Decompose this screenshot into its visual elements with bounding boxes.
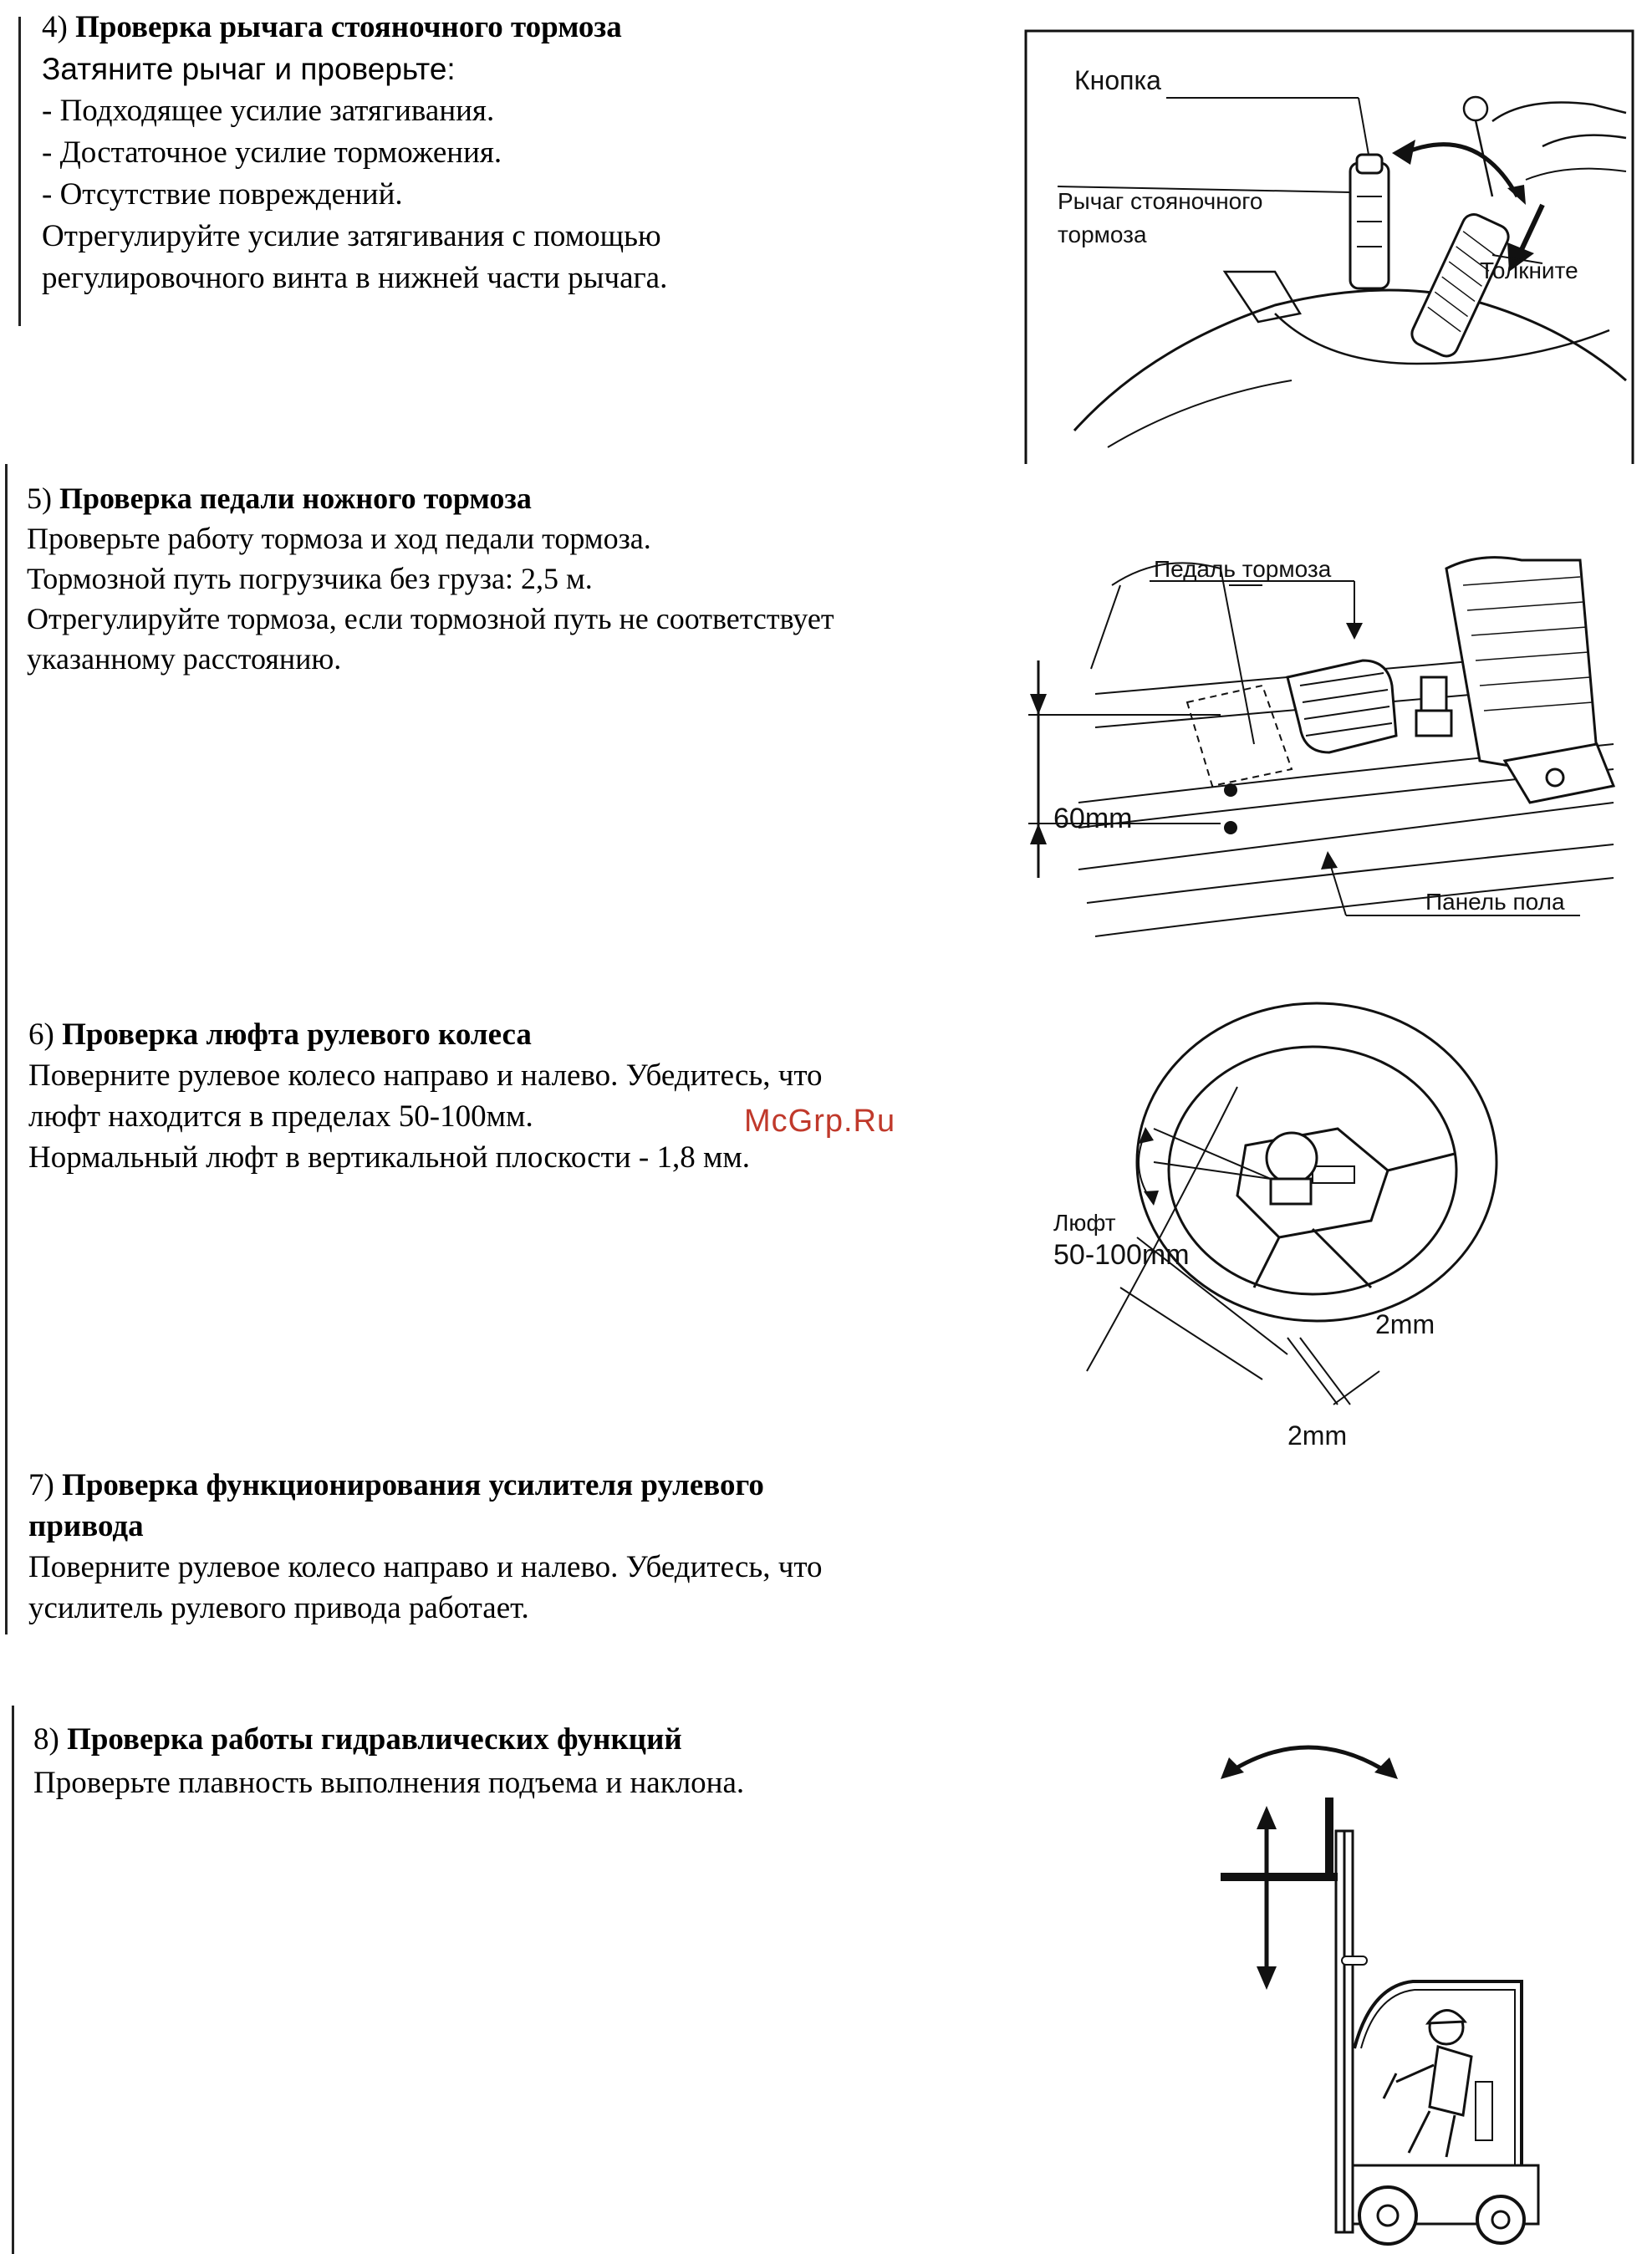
section-5-text <box>27 478 834 679</box>
section-4-line: Затяните рычаг и проверьте: <box>42 52 456 86</box>
section-5-border <box>5 464 8 974</box>
section-6-line: Поверните рулевое колесо направо и налево. Убедитесь, что <box>28 1058 823 1093</box>
section-7-heading: 7) Проверка функционирования усилителя рулевого <box>28 1468 764 1502</box>
section-6-line: Нормальный люфт в вертикальной плоскости - 1,8 мм. <box>28 1140 751 1175</box>
section-6-heading: 6) Проверка люфта рулевого колеса <box>28 1017 532 1052</box>
label-lever-2: тормоза <box>1058 222 1147 247</box>
section-7-text <box>28 1465 823 1629</box>
section-4-border <box>18 17 21 326</box>
steering-wheel-figure <box>1037 987 1505 1455</box>
label-gap-bottom: 2mm <box>1287 1420 1348 1451</box>
label-play-range: 50-100mm <box>1053 1239 1190 1271</box>
label-gap-top: 2mm <box>1375 1309 1435 1339</box>
section-5-line: указанному расстоянию. <box>27 642 342 676</box>
label-floor: Панель пола <box>1425 889 1565 915</box>
section-8-heading: 8) Проверка работы гидравлических функций <box>33 1722 682 1757</box>
section-6-border <box>5 974 8 1442</box>
section-4-line: - Подходящее усилие затягивания. <box>42 94 495 128</box>
section-5-line: Тормозной путь погрузчика без груза: 2,5 м. <box>27 562 593 595</box>
label-lever-1: Рычаг стояночного <box>1058 188 1263 214</box>
section-4-heading: 4) Проверка рычага стояночного тормоза <box>42 10 622 44</box>
section-7-line: усилитель рулевого привода работает. <box>28 1591 529 1625</box>
label-button: Кнопка <box>1074 65 1161 95</box>
parking-brake-figure <box>1024 29 1634 464</box>
section-5-line: Проверьте работу тормоза и ход педали тормоза. <box>27 522 651 555</box>
section-8-text <box>33 1718 744 1805</box>
section-6-text <box>28 1014 823 1178</box>
section-7-line: Поверните рулевое колесо направо и налево. Убедитесь, что <box>28 1550 823 1584</box>
section-6-line: люфт находится в пределах 50-100мм. <box>28 1099 533 1134</box>
section-4-line: - Достаточное усилие торможения. <box>42 135 502 170</box>
section-7-heading-cont: привода <box>28 1509 144 1543</box>
section-4-line: Отрегулируйте усилие затягивания с помощью <box>42 219 661 253</box>
section-5-heading: 5) Проверка педали ножного тормоза <box>27 482 532 515</box>
section-5-line: Отрегулируйте тормоза, если тормозной путь не соответствует <box>27 602 834 635</box>
section-4-line: - Отсутствие повреждений. <box>42 177 403 212</box>
label-brake-pedal: Педаль тормоза <box>1154 556 1332 582</box>
forklift-figure <box>1204 1731 1555 2249</box>
section-8-line: Проверьте плавность выполнения подъема и наклона. <box>33 1766 745 1800</box>
brake-pedal-figure <box>1012 535 1630 953</box>
watermark: McGrp.Ru <box>744 1104 896 1139</box>
section-8-border <box>12 1706 14 2254</box>
label-60mm: 60mm <box>1053 803 1133 834</box>
section-4-line: регулировочного винта в нижней части рычага. <box>42 261 668 295</box>
label-push: Толкните <box>1480 258 1578 283</box>
section-4-text <box>42 7 667 299</box>
section-7-border <box>5 1442 8 1634</box>
label-play: Люфт <box>1053 1210 1116 1236</box>
